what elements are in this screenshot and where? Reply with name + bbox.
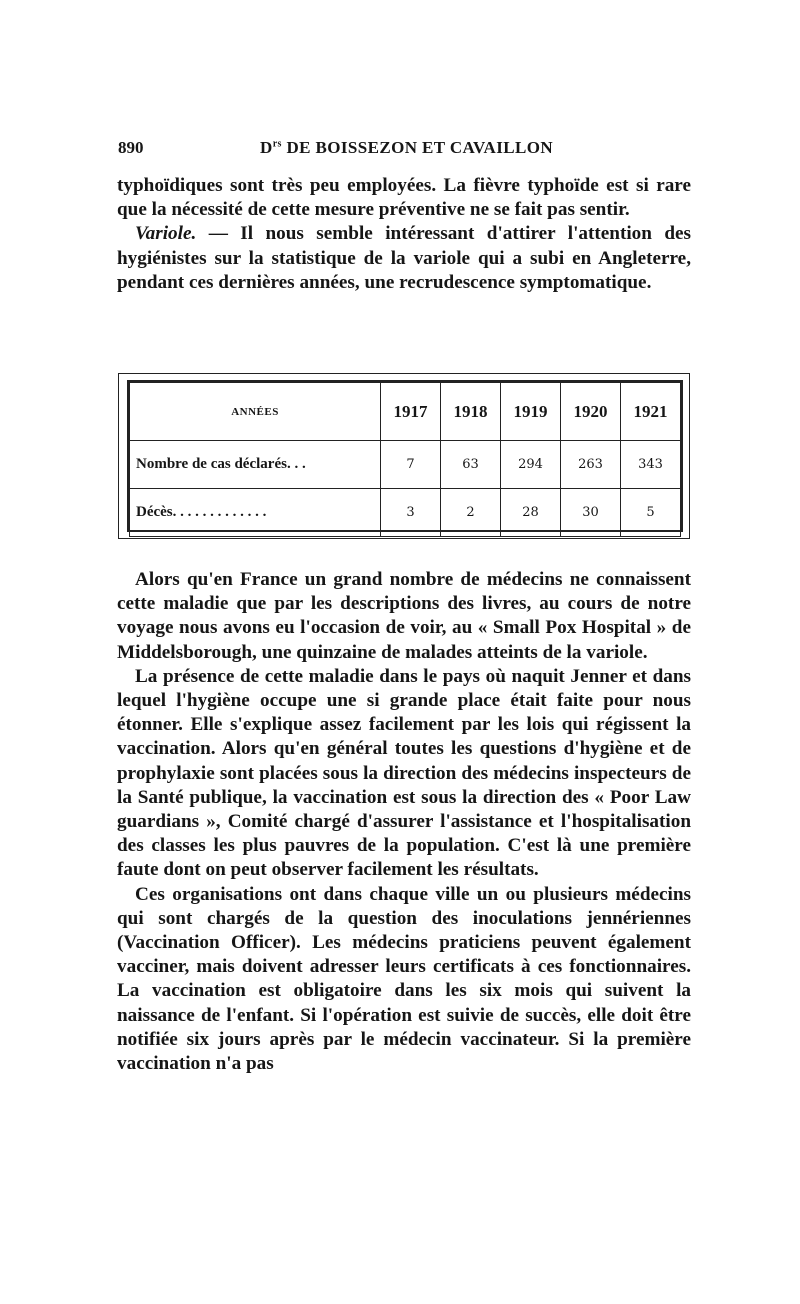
header-year: 1919 bbox=[501, 383, 561, 441]
row-label-cases: Nombre de cas déclarés. . . bbox=[130, 441, 381, 489]
section-lead-variole: Variole. bbox=[135, 223, 197, 245]
cell-deaths: 2 bbox=[441, 489, 501, 537]
running-title-prefix: D bbox=[260, 138, 273, 157]
cell-deaths: 3 bbox=[381, 489, 441, 537]
table-row-cases bbox=[130, 441, 681, 489]
top-text-block bbox=[117, 174, 691, 295]
paragraph-jenner: La présence de cette maladie dans le pays où naquit Jenner et dans lequel l'hygiène occupe une si grande place était faite pour nous étonner. Elle s'explique assez facilement par les lois qui régissent la vaccination. Alors qu'en général toutes les questions d'hygiène et de prophylaxie sont placées sous la direction des médecins inspecteurs de la Santé publique, la vaccination est sous la direction des « Poor Law guardians », Comité chargé d'assurer l'assistance et l'hospitalisation des classes les plus pauvres de la population. C'est là une première faute dont on peut observer facilement les résultats. bbox=[117, 665, 691, 881]
cell-cases: 263 bbox=[561, 441, 621, 489]
header-year: 1921 bbox=[621, 383, 681, 441]
paragraph-typhoid: typhoïdiques sont très peu employées. La fièvre typhoïde est si rare que la nécessité de cette mesure préventive ne se fait pas sentir. bbox=[117, 175, 691, 221]
statistics-table bbox=[129, 382, 681, 537]
header-annees: ANNÉES bbox=[130, 383, 381, 441]
header-year: 1917 bbox=[381, 383, 441, 441]
bottom-text-block bbox=[117, 568, 691, 1076]
running-title bbox=[260, 138, 553, 158]
running-title-authors: DE BOISSEZON ET CAVAILLON bbox=[281, 138, 553, 157]
cell-deaths: 5 bbox=[621, 489, 681, 537]
paragraph-france: Alors qu'en France un grand nombre de médecins ne connaissent cette maladie que par les descriptions des livres, au cours de notre voyage nous avons eu l'occasion de voir, au « Small Pox Hospital » de Middelsborough, une quinzaine de malades atteints de la variole. bbox=[117, 569, 691, 663]
header-year: 1920 bbox=[561, 383, 621, 441]
page-number: 890 bbox=[118, 138, 144, 157]
page-header bbox=[118, 134, 690, 162]
cell-deaths: 30 bbox=[561, 489, 621, 537]
paragraph-variole bbox=[117, 222, 691, 295]
running-title-superscript: rs bbox=[272, 138, 282, 150]
cell-cases: 63 bbox=[441, 441, 501, 489]
row-label-deaths: Décès. . . . . . . . . . . . . bbox=[130, 489, 381, 537]
header-year: 1918 bbox=[441, 383, 501, 441]
paragraph-variole-body: — Il nous semble intéressant d'attirer l'attention des hygiénistes sur la statistique de la variole qui a subi en Angleterre, pendant ces dernières années, une recrudescence symptomatique. bbox=[117, 223, 691, 293]
table-inner-border bbox=[127, 380, 683, 532]
paragraph-organisations: Ces organisations ont dans chaque ville un ou plusieurs médecins qui sont chargés de la question des inoculations jennériennes (Vaccination Officer). Les médecins praticiens peuvent également vacciner, mais doivent adresser leurs certificats à ces fonctionnaires. La vaccination est obligatoire dans les six mois qui suivent la naissance de l'enfant. Si l'opération est suivie de succès, elle doit être notifiée six jours après par le médecin vaccinateur. Si la première vaccination n'a pas bbox=[117, 883, 691, 1075]
cell-cases: 7 bbox=[381, 441, 441, 489]
cell-deaths: 28 bbox=[501, 489, 561, 537]
smallpox-statistics-table bbox=[118, 373, 690, 539]
cell-cases: 343 bbox=[621, 441, 681, 489]
cell-cases: 294 bbox=[501, 441, 561, 489]
table-row-deaths bbox=[130, 489, 681, 537]
table-header-row bbox=[130, 383, 681, 441]
